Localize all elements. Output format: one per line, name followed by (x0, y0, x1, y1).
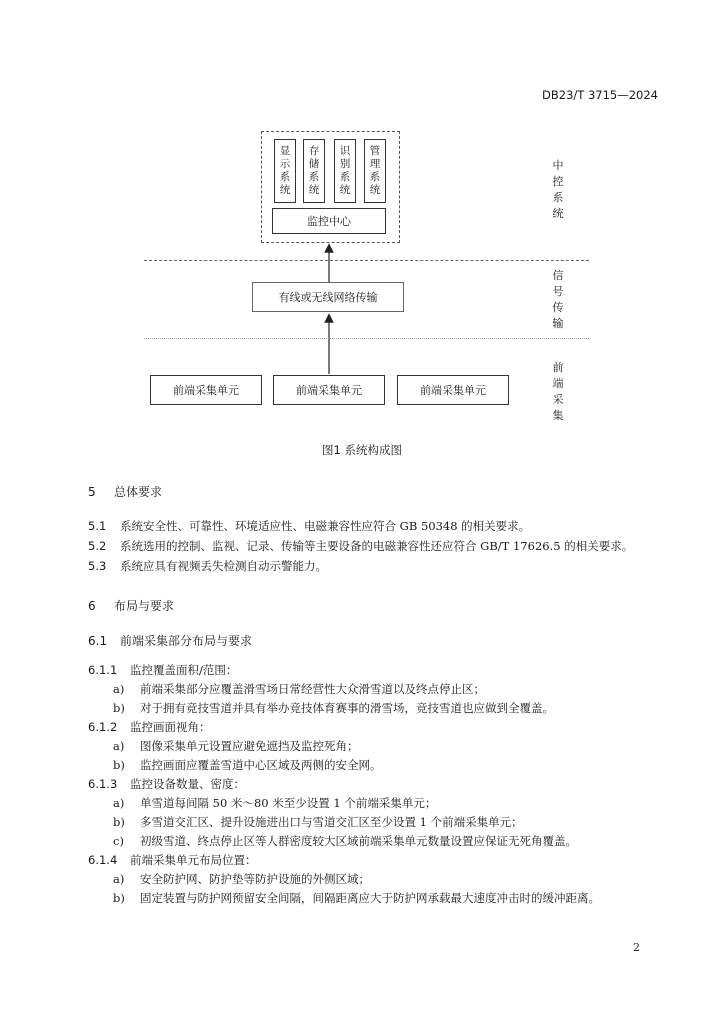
standard-code: DB23/T 3715—2024 (542, 88, 658, 102)
signal-transmission-label: 有线或无线网络传输 (278, 291, 378, 304)
front-unit-box-1 (150, 375, 262, 405)
list-marker: b) (113, 815, 125, 829)
list-item (113, 871, 370, 887)
arrows (0, 0, 724, 440)
list-marker: a) (113, 796, 125, 810)
section-number: 5 (88, 485, 96, 499)
list-marker: b) (113, 891, 125, 905)
clause-6-1-1 (88, 662, 237, 678)
signal-transmission-box (252, 282, 404, 312)
section-number: 6.1 (88, 634, 108, 648)
list-item (113, 738, 359, 754)
section-6-1-heading (88, 632, 252, 649)
clause-number: 5.3 (88, 559, 107, 573)
section-title: 总体要求 (114, 485, 163, 499)
list-text: 多雪道交汇区、提升设施进出口与雪道交汇区至少设置 1 个前端采集单元； (140, 815, 523, 829)
clause-6-1-2 (88, 719, 211, 735)
list-item (113, 814, 523, 830)
list-item (113, 700, 554, 716)
clause-5-2 (88, 538, 633, 554)
clause-text: 系统应具有视频丢失检测自动示警能力。 (120, 559, 327, 573)
list-marker: a) (113, 739, 125, 753)
list-text: 安全防护网、防护垫等防护设施的外侧区域； (140, 872, 370, 886)
front-unit-label: 前端采集单元 (420, 384, 486, 397)
section-title: 布局与要求 (114, 599, 175, 613)
side-label-signal: 信号传输 (552, 269, 564, 330)
list-marker: b) (113, 758, 125, 772)
list-item (113, 795, 436, 811)
section-5-heading (88, 483, 162, 500)
list-item (113, 890, 600, 906)
clause-number: 6.1.2 (88, 720, 118, 734)
monitor-center-label: 监控中心 (307, 215, 351, 228)
list-text: 前端采集部分应覆盖滑雪场日常经营性大众滑雪道以及终点停止区； (140, 682, 485, 696)
clause-5-1 (88, 518, 530, 534)
front-unit-box-3 (397, 375, 509, 405)
clause-text: 监控覆盖面积/范围： (130, 663, 238, 677)
clause-6-1-3 (88, 776, 245, 792)
section-number: 6 (88, 599, 96, 613)
list-text: 单雪道每间隔 50 米～80 米至少设置 1 个前端采集单元； (140, 796, 437, 810)
section-title: 前端采集部分布局与要求 (120, 634, 253, 648)
list-text: 图像采集单元设置应避免遮挡及监控死角； (140, 739, 359, 753)
list-text: 对于拥有竞技雪道并具有举办竞技体育赛事的滑雪场，竞技雪道也应做到全覆盖。 (140, 701, 554, 715)
side-label-control: 中控系统 (552, 159, 564, 220)
front-unit-label: 前端采集单元 (173, 384, 239, 397)
list-marker: c) (113, 834, 124, 848)
list-marker: a) (113, 682, 125, 696)
clause-text: 系统选用的控制、监视、记录、传输等主要设备的电磁兼容性还应符合 GB/T 17626.5 的相关要求。 (120, 539, 634, 553)
storage-system-label: 存储系统 (308, 145, 320, 196)
list-text: 初级雪道、终点停止区等人群密度较大区域前端采集单元数量设置应保证无死角覆盖。 (140, 834, 577, 848)
clause-number: 6.1.3 (88, 777, 118, 791)
clause-number: 6.1.4 (88, 853, 118, 867)
recognition-system-label: 识别系统 (339, 145, 351, 196)
page-number: 2 (633, 941, 640, 954)
figure-caption: 图1 系统构成图 (322, 443, 402, 457)
front-unit-box-2 (273, 375, 385, 405)
management-system-label: 管理系统 (369, 145, 381, 196)
front-unit-label: 前端采集单元 (296, 384, 362, 397)
list-marker: b) (113, 701, 125, 715)
clause-number: 6.1.1 (88, 663, 118, 677)
section-6-heading (88, 597, 174, 614)
divider-bottom (144, 338, 589, 339)
display-system-label: 显示系统 (279, 145, 291, 196)
list-text: 监控画面应覆盖雪道中心区域及两侧的安全网。 (140, 758, 382, 772)
clause-number: 5.1 (88, 519, 107, 533)
list-text: 固定装置与防护网预留安全间隔，间隔距离应大于防护网承载最大速度冲击时的缓冲距离。 (140, 891, 600, 905)
clause-text: 前端采集单元布局位置： (130, 853, 257, 867)
clause-text: 监控画面视角： (130, 720, 211, 734)
clause-text: 系统安全性、可靠性、环境适应性、电磁兼容性应符合 GB 50348 的相关要求。 (120, 519, 531, 533)
list-item (113, 681, 485, 697)
clause-6-1-4 (88, 852, 257, 868)
clause-5-3 (88, 558, 327, 574)
clause-number: 5.2 (88, 539, 107, 553)
list-item (113, 833, 577, 849)
system-diagram (0, 0, 724, 440)
list-item (113, 757, 382, 773)
side-label-front: 前端采集 (552, 361, 564, 422)
list-marker: a) (113, 872, 125, 886)
clause-text: 监控设备数量、密度： (130, 777, 245, 791)
